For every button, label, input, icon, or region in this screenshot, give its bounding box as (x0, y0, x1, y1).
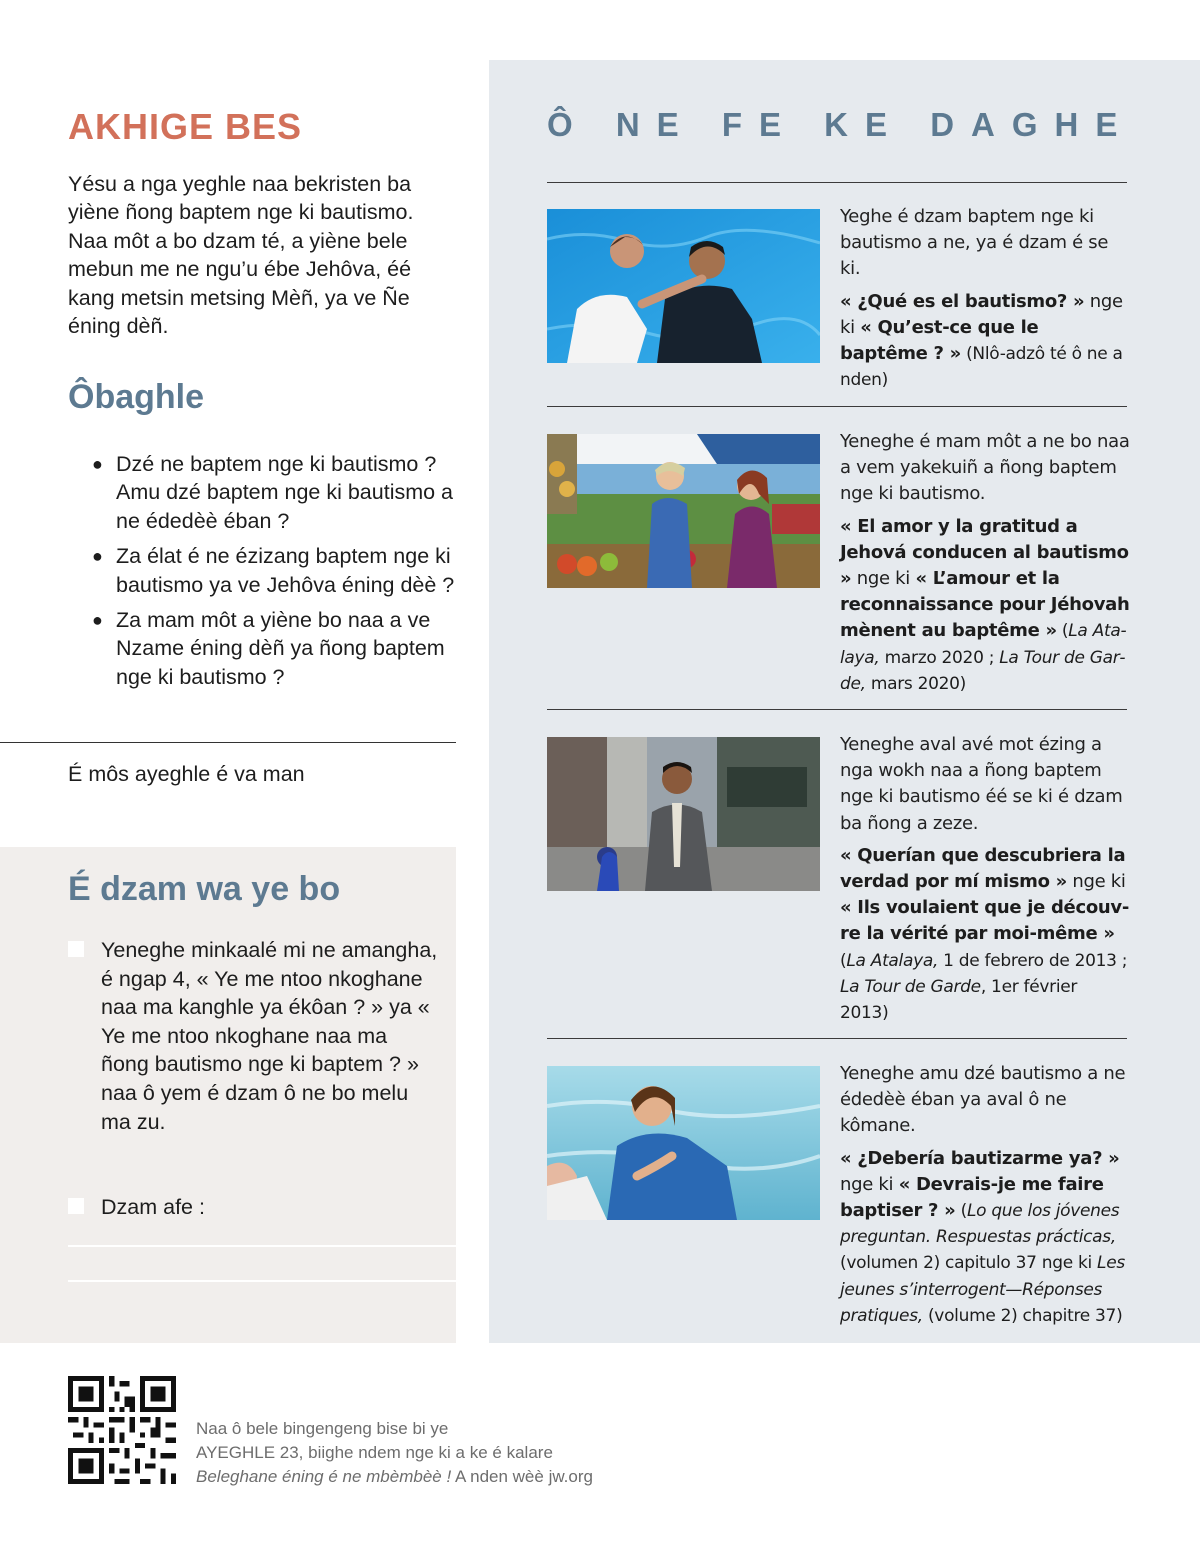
entry-reference[interactable] (840, 1148, 1125, 1326)
reference-text-run: , 1er février 2013) (840, 976, 1078, 1024)
reference-text-run: La Atalaya, (846, 950, 939, 971)
divider (547, 406, 1127, 407)
entry-reference[interactable] (840, 291, 1123, 391)
reference-text-run: mars 2020) (865, 673, 966, 694)
entry-lead: Yeneghe aval avé mot ézing a nga wokh naa a ñong baptem nge ki bautismo éé se ki é dzam ba ñong a zeze. (840, 734, 1123, 834)
footer-line (196, 1465, 593, 1489)
divider (547, 182, 1127, 183)
reference-text-run: (volumen 2) capitulo 37 nge ki (840, 1253, 1098, 1274)
reference-text-run: « Qu’est-ce que le baptême ? » (840, 316, 1039, 365)
reference-text-run: nge ki (840, 1173, 899, 1195)
reference-text-run: (volume 2) chapitre 37) (922, 1305, 1123, 1326)
footer-line: AYEGHLE 23, biighe ndem nge ki a ke é kalare (196, 1443, 553, 1462)
reference-text-run: ( (840, 950, 847, 971)
footer-italic: Beleghane éning é ne mbèmbèè ! (196, 1467, 452, 1486)
review-questions-list (92, 450, 464, 698)
bullet-icon: ● (92, 454, 103, 474)
summary-heading: AKHIGE BES (68, 106, 303, 147)
reference-text-run: « El amor y la gratitud a Jehová conducen al bautismo » (840, 515, 1129, 590)
summary-text: Yésu a nga yeghle naa bekristen ba yiène ñong baptem nge ki bautismo. Naa môt a bo dzam té, a yiène bele mebun me ne ngu’u ébe Jehôva, éé kang metsin metsing Mèñ, ya ve Ñe éning dèñ. (68, 172, 414, 339)
reference-text-run: La Atalaya, (840, 621, 1127, 668)
goal-heading: É dzam wa ye bo (68, 870, 341, 908)
footer-link[interactable]: A nden wèè jw.org (451, 1467, 593, 1486)
review-question: ● Za élat é ne ézizang baptem nge ki bautismo ya ve Jehôva éning dèè ? (92, 544, 455, 597)
entry-reference[interactable] (840, 516, 1130, 694)
entry-lead: Yeneghe amu dzé bautismo a ne édedèè éban ya aval ô ne kômane. (840, 1063, 1126, 1137)
city-street-man-photo (547, 737, 820, 891)
reference-text-run: « ¿Qué es el bautismo? » (840, 290, 1085, 312)
entry-lead: Yeneghe é mam môt a ne bo naa a vem yakekuiñ a ñong baptem nge ki bautismo. (840, 431, 1130, 505)
reference-text-run: nge ki (840, 290, 1123, 338)
reference-text-run: « Ils voulaient que je découvre la vérité par moi-même » (840, 897, 1130, 945)
reference-text-run: « Devrais-je me faire baptiser ? » (840, 1173, 1104, 1222)
goal-write-line[interactable] (68, 1245, 456, 1247)
reference-text-run: La Tour de Garde (840, 976, 981, 997)
footer-line: Naa ô bele bingengeng bise bi ye (196, 1419, 449, 1438)
footer-text (196, 1417, 593, 1489)
bullet-icon: ● (92, 546, 103, 567)
reference-text-run: 1 de febrero de 2013 ; (938, 950, 1128, 971)
goal-checkbox[interactable] (68, 1198, 84, 1214)
reference-text-run: « L’amour et la reconnaissance pour Jéhovah mènent au baptême » (840, 568, 1130, 642)
reference-text-run: ( (955, 1201, 967, 1222)
reference-text-run: marzo 2020 ; (879, 647, 1000, 668)
baptism-young-woman-photo (547, 1066, 820, 1220)
reference-text-run: La Tour de Garde, (840, 647, 1126, 694)
divider (0, 742, 456, 743)
goal-item-other: Dzam afe : (68, 1193, 438, 1222)
bullet-icon: ● (92, 610, 103, 631)
entry-lead: Yeghe é dzam baptem nge ki bautismo a ne, ya é dzam é se ki. (840, 206, 1109, 280)
divider (547, 709, 1127, 710)
review-question: ● Dzé ne baptem nge ki bautismo ? Amu dzé baptem nge ki bautismo a ne édedèè éban ? (92, 452, 454, 533)
date-completed-label: É môs ayeghle é va man (68, 762, 305, 786)
qr-code-icon[interactable] (68, 1376, 176, 1484)
reference-text-run: « Querían que descubriera la verdad por mí mismo » (840, 844, 1126, 893)
divider (547, 1038, 1127, 1039)
review-heading: Ôbaghle (68, 378, 205, 416)
review-question: ● Za mam môt a yiène bo naa a ve Nzame éning dèñ ya ñong baptem nge ki bautismo ? (92, 608, 445, 689)
reference-text-run: nge ki (851, 568, 916, 590)
entry-reference[interactable] (840, 845, 1129, 1023)
reference-text-run: Lo que los jóvenes preguntan. Respuestas prácticas, (840, 1201, 1120, 1248)
reference-text-run: nge ki (1066, 871, 1126, 893)
goal-item: Yeneghe minkaalé mi ne amangha, é ngap 4, « Ye me ntoo nkoghane naa ma kanghle ya ékôan ? » ya « Ye me ntoo nkoghane naa ma ñong bautismo nge ki baptem ? » naa ô yem é dzam ô ne bo melu ma zu. (68, 936, 438, 1136)
market-conversation-photo (547, 434, 820, 588)
reference-text-run: ( (1056, 621, 1069, 642)
reference-text-run: (Nlô-adzô té ô ne a nden) (840, 344, 1123, 391)
reference-text-run: Les jeunes s’interrogent—Réponses pratiques, (840, 1253, 1125, 1326)
explore-heading: Ô NE FE KE DAGHE (547, 106, 1135, 143)
goal-checkbox[interactable] (68, 941, 84, 957)
goal-write-line[interactable] (68, 1280, 456, 1282)
reference-text-run: « ¿Debería bautizarme ya? » (840, 1147, 1120, 1169)
baptism-pool-photo (547, 209, 820, 363)
